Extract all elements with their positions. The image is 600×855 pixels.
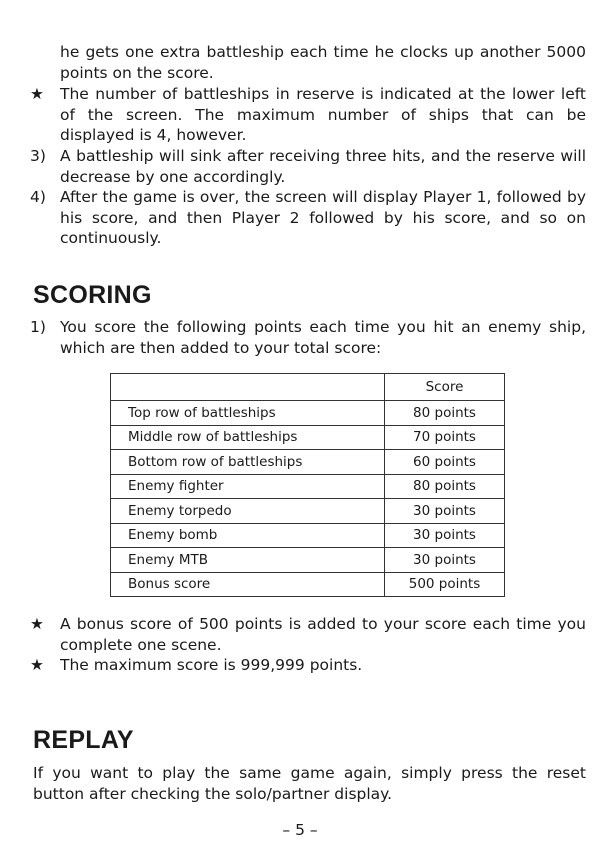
table-cell-score: 30 points <box>385 523 505 548</box>
list-marker: 3) <box>30 147 46 165</box>
scoring-item-1 <box>30 317 586 358</box>
table-cell-target: Enemy bomb <box>111 523 385 548</box>
table-header-cell <box>111 374 385 401</box>
list-item-text: After the game is over, the screen will display Player 1, followed by his score, and then Player 2 followed by his score, and so on continuously. <box>60 188 586 247</box>
table-row <box>111 523 505 548</box>
table-row <box>111 474 505 499</box>
table-cell-score: 80 points <box>385 474 505 499</box>
list-item-text: You score the following points each time you hit an enemy ship, which are then added to your total score: <box>60 318 586 357</box>
scoring-heading: SCORING <box>33 281 152 309</box>
table-cell-score: 500 points <box>385 572 505 597</box>
list-item-reserve <box>30 84 586 146</box>
note-bonus <box>30 614 586 655</box>
replay-heading: REPLAY <box>33 726 134 754</box>
table-cell-score: 70 points <box>385 425 505 450</box>
star-bullet-icon: ★ <box>30 615 44 633</box>
table-cell-score: 80 points <box>385 401 505 426</box>
table-cell-target: Enemy fighter <box>111 474 385 499</box>
table-row <box>111 401 505 426</box>
table-cell-score: 60 points <box>385 450 505 475</box>
table-row <box>111 450 505 475</box>
continuation-text: he gets one extra battleship each time he clocks up another 5000 points on the score. <box>60 43 586 82</box>
table-cell-target: Top row of battleships <box>111 401 385 426</box>
star-bullet-icon: ★ <box>30 656 44 674</box>
score-table <box>110 373 505 597</box>
note-text: A bonus score of 500 points is added to your score each time you complete one scene. <box>60 615 586 654</box>
table-cell-target: Enemy torpedo <box>111 499 385 524</box>
table-cell-target: Bonus score <box>111 572 385 597</box>
list-item-3 <box>30 146 586 187</box>
table-cell-target: Middle row of battleships <box>111 425 385 450</box>
note-text: The maximum score is 999,999 points. <box>60 656 363 674</box>
note-max-score <box>30 655 586 676</box>
table-header-cell: Score <box>385 374 505 401</box>
table-cell-score: 30 points <box>385 548 505 573</box>
list-marker: 4) <box>30 188 46 206</box>
list-marker: 1) <box>30 318 46 336</box>
table-cell-target: Bottom row of battleships <box>111 450 385 475</box>
table-row <box>111 572 505 597</box>
list-item-4 <box>30 187 586 249</box>
replay-text: If you want to play the same game again, simply press the reset button after checking the solo/partner display. <box>33 764 586 803</box>
table-cell-score: 30 points <box>385 499 505 524</box>
table-header-row <box>111 374 505 401</box>
table-row <box>111 499 505 524</box>
star-bullet-icon: ★ <box>30 85 44 103</box>
page-number: – 5 – <box>282 821 318 839</box>
list-item-text: The number of battleships in reserve is indicated at the lower left of the screen. The maximum number of ships that can be displayed is 4, however. <box>60 85 586 144</box>
list-item-text: A battleship will sink after receiving three hits, and the reserve will decrease by one accordingly. <box>60 147 586 186</box>
table-cell-target: Enemy MTB <box>111 548 385 573</box>
table-row <box>111 548 505 573</box>
table-row <box>111 425 505 450</box>
